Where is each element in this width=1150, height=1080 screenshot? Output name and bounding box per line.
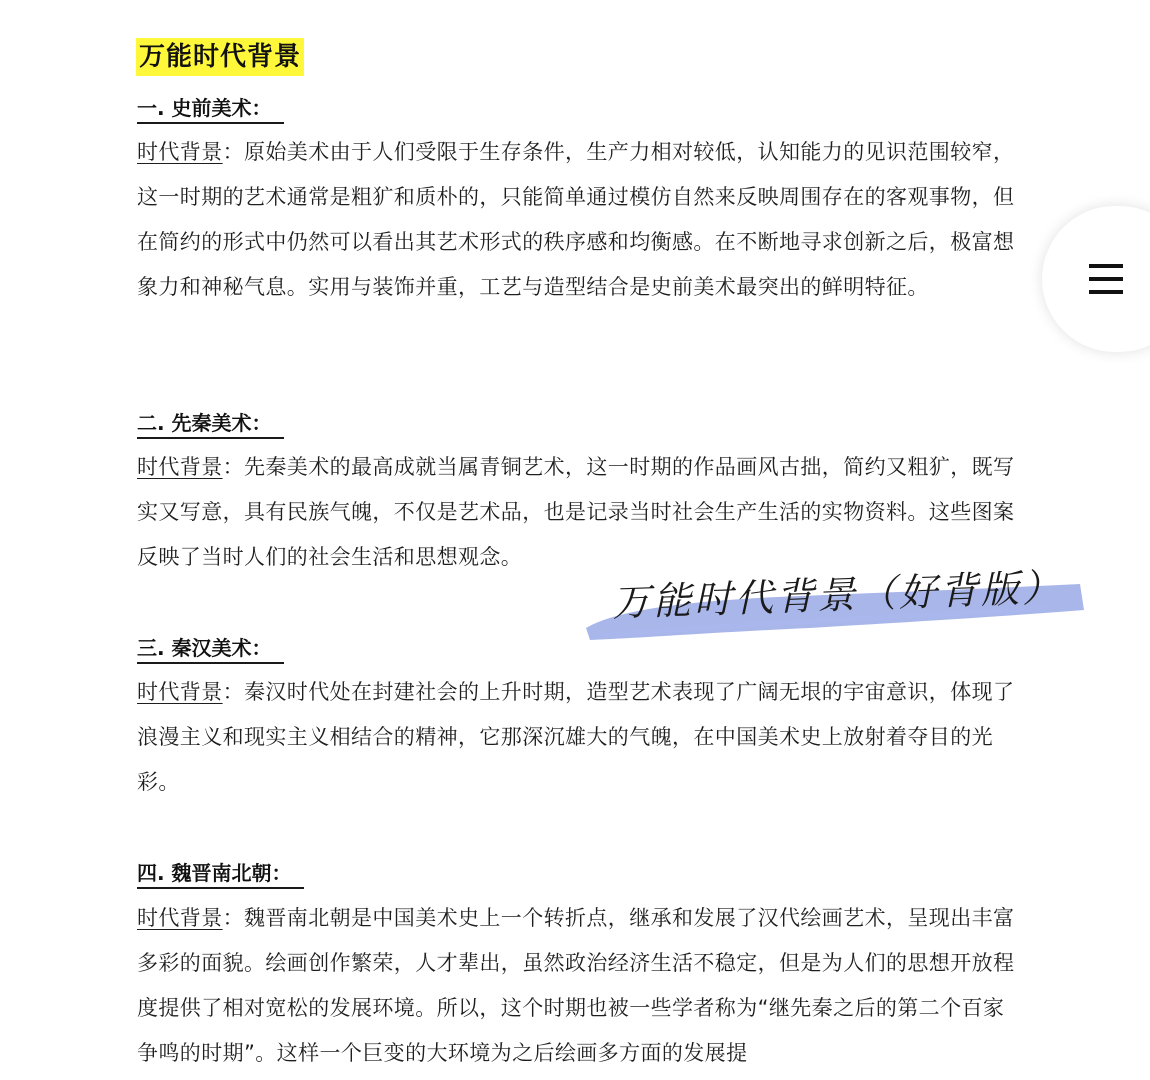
section-heading-pre-qin [137, 409, 284, 439]
era-background-label: 时代背景 [137, 140, 223, 164]
section-heading-prehistoric [137, 94, 284, 124]
section-heading-wei-jin [137, 859, 304, 889]
era-background-label: 时代背景 [137, 680, 223, 704]
section-heading-text: 一. 史前美术： [137, 94, 284, 124]
section-heading-text: 三. 秦汉美术： [137, 634, 284, 664]
section-heading-text: 四. 魏晋南北朝： [137, 859, 304, 889]
hamburger-menu-icon[interactable] [1089, 264, 1123, 294]
section-body-qin-han [137, 670, 1017, 805]
era-background-label: 时代背景 [137, 906, 223, 930]
section-heading-text: 二. 先秦美术： [137, 409, 284, 439]
handwritten-caption [580, 566, 1090, 648]
section-body-pre-qin [137, 445, 1017, 580]
section-paragraph: ：秦汉时代处在封建社会的上升时期，造型艺术表现了广阔无垠的宇宙意识，体现了浪漫主义和现实主义相结合的精神，它那深沉雄大的气魄，在中国美术史上放射着夺目的光彩。 [137, 680, 1015, 794]
section-paragraph: ：原始美术由于人们受限于生存条件，生产力相对较低，认知能力的见识范围较窄，这一时期的艺术通常是粗犷和质朴的，只能简单通过模仿自然来反映周围存在的客观事物，但在简约的形式中仍然可以看出其艺术形式的秩序感和均衡感。在不断地寻求创新之后，极富想象力和神秘气息。实用与装饰并重，工艺与造型结合是史前美术最突出的鲜明特征。 [137, 140, 1015, 299]
section-paragraph: ：魏晋南北朝是中国美术史上一个转折点，继承和发展了汉代绘画艺术，呈现出丰富多彩的面貌。绘画创作繁荣，人才辈出，虽然政治经济生活不稳定，但是为人们的思想开放程度提供了相对宽松的发展环境。所以，这个时期也被一些学者称为“继先秦之后的第二个百家争鸣的时期”。这样一个巨变的大环境为之后绘画多方面的发展提 [137, 906, 1015, 1065]
section-body-prehistoric [137, 130, 1017, 310]
document-title: 万能时代背景 [136, 38, 304, 76]
era-background-label: 时代背景 [137, 455, 223, 479]
section-paragraph: ：先秦美术的最高成就当属青铜艺术，这一时期的作品画风古拙，简约又粗犷，既写实又写意，具有民族气魄，不仅是艺术品，也是记录当时社会生产生活的实物资料。这些图案反映了当时人们的社会生活和思想观念。 [137, 455, 1015, 569]
section-body-wei-jin [137, 896, 1017, 1076]
section-heading-qin-han [137, 634, 284, 664]
handwritten-caption-text: 万能时代背景（好背版） [611, 565, 1064, 625]
floating-menu-button[interactable] [1042, 206, 1150, 352]
